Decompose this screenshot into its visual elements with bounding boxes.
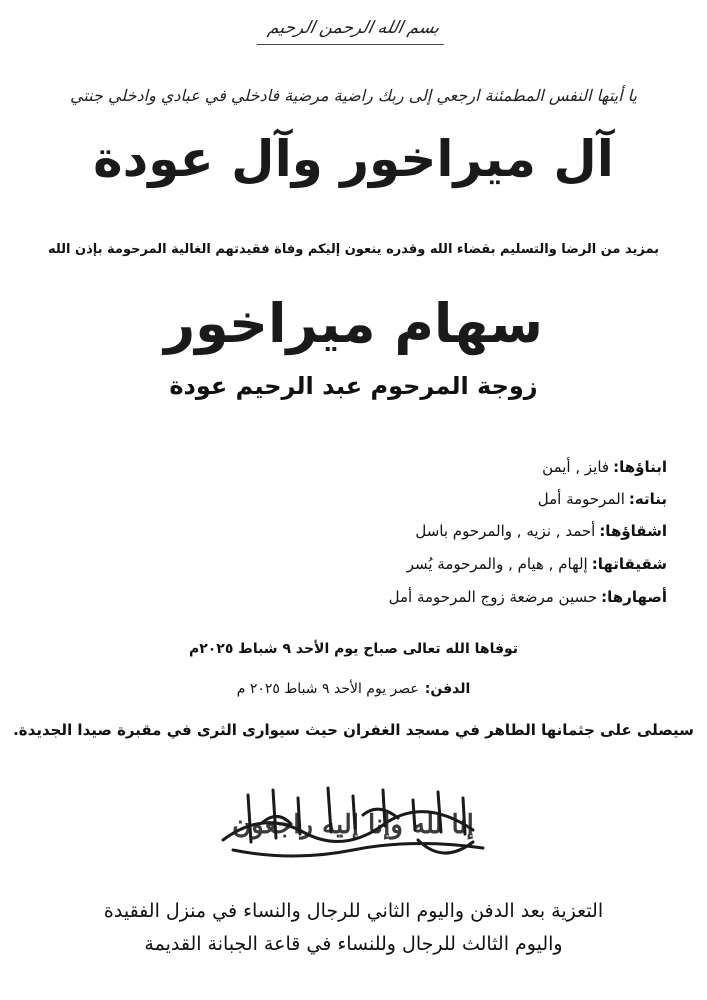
relatives-label: اشقاؤها: [599,522,667,540]
relatives-daughters [538,490,667,508]
family-title: آل ميراخور وآل عودة [93,130,614,188]
relatives-value: إلهام , هيام , والمرحومة يُسر [406,555,588,573]
condolence-line-1: التعزية بعد الدفن واليوم الثاني للرجال والنساء في منزل الفقيدة [103,900,604,922]
basmala-text: بسم الله الرحمن الرحيم [257,14,450,45]
burial-value: عصر يوم الأحد ٩ شباط ٢٠٢٥ م [236,681,419,697]
relatives-brothers [415,522,667,540]
relatives-in-laws [389,588,667,606]
condolence-line-2: واليوم الثالث للرجال وللنساء في قاعة الجبانة القديمة [144,933,563,955]
relatives-value: أحمد , نزيه , والمرحوم باسل [415,522,596,540]
spouse-line: زوجة المرحوم عبد الرحيم عودة [169,372,538,400]
relatives-label: ابناؤها: [613,458,667,476]
calligraphy-text: إنا لله وإنا إليه راجعون [232,810,474,840]
quran-verse: يا أيتها النفس المطمئنة ارجعي إلى ربك راضية مرضية فادخلي في عبادي وادخلي جنتي [70,86,637,105]
relatives-label: شقيقاتها: [591,555,667,573]
basmala-header [0,14,707,45]
relatives-value: المرحومة أمل [537,490,625,508]
calligraphy-inna-lillah [203,770,503,870]
relatives-sons [542,458,667,476]
relatives-label: بناته: [628,490,667,508]
relatives-value: حسين مرضعة زوج المرحومة أمل [388,588,598,606]
burial-label: الدفن: [424,681,471,697]
relatives-label: أصهارها: [601,588,667,606]
relatives-sisters [407,555,667,573]
deceased-name: سهام ميراخور [164,292,543,355]
intro-text: بمزيد من الرضا والتسليم بقضاء الله وقدره ينعون إليكم وفاة فقيدتهم الغالية المرحومة بإذن الله [47,242,660,257]
burial-line [0,681,707,697]
death-date: توفاها الله تعالى صباح يوم الأحد ٩ شباط ٢٠٢٥م [188,641,519,657]
relatives-value: فايز , أيمن [542,458,610,476]
prayer-line: سيصلى على جثمانها الطاهر في مسجد الغفران حيث سيوارى الثرى في مقبرة صيدا الجديدة. [13,721,694,739]
